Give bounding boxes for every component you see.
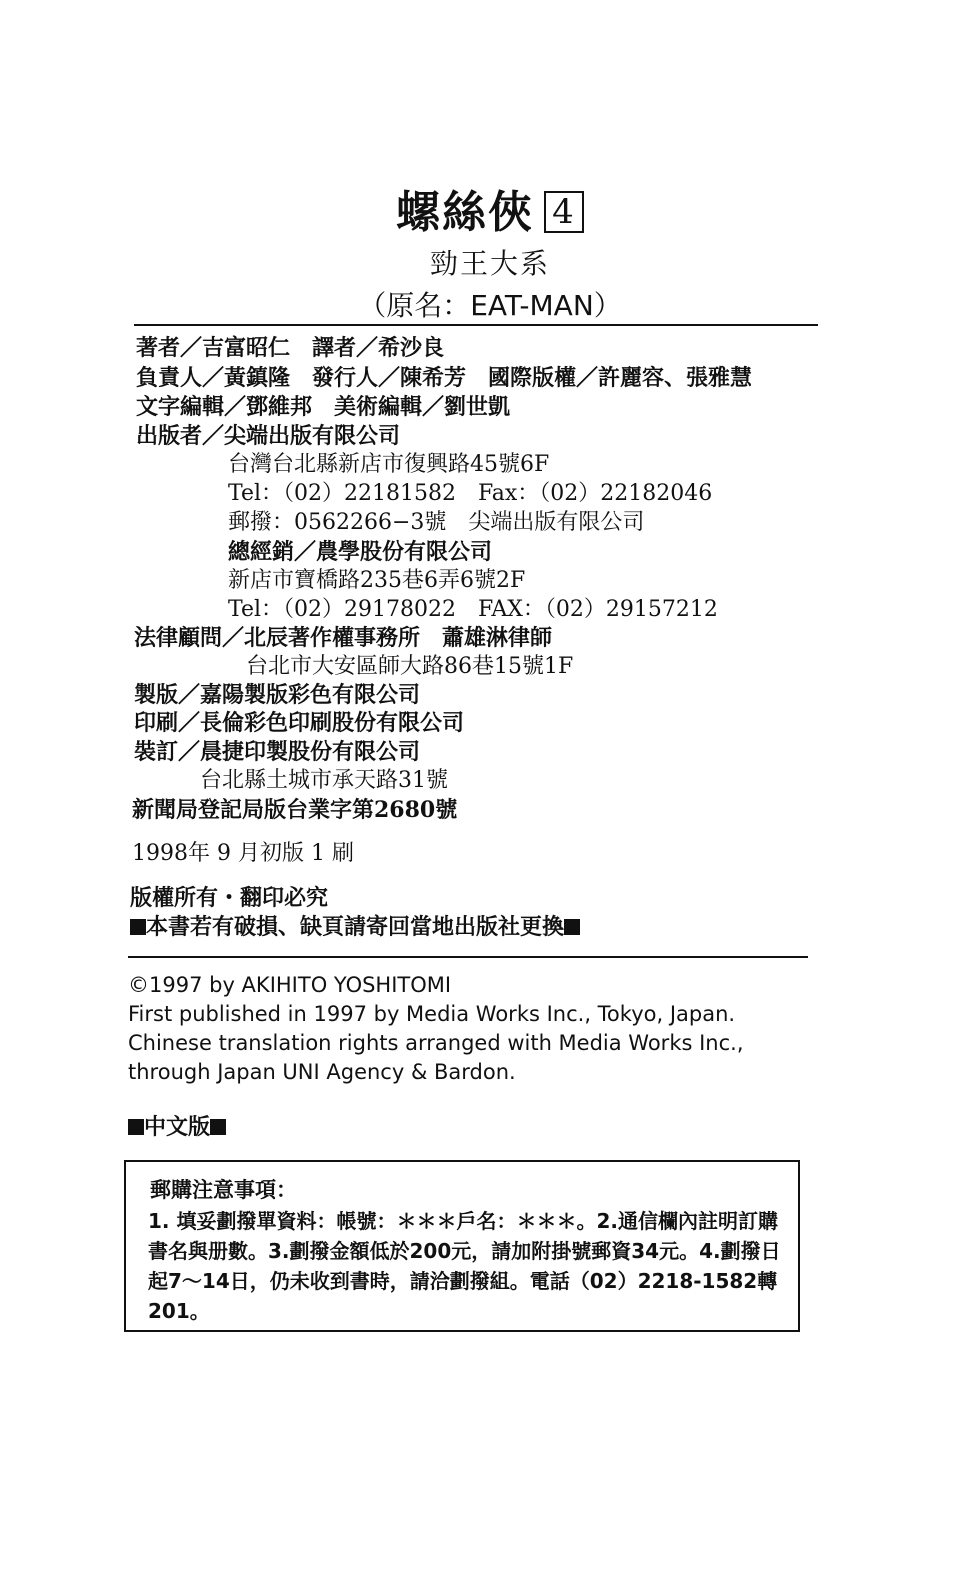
credit-line: 負責人／黃鎮隆 發行人／陳希芳 國際版權／許麗容、張雅慧 <box>136 365 753 391</box>
credit-line: Tel：（02）22181582 Fax：（02）22182046 <box>228 481 713 506</box>
middle-divider <box>128 956 808 958</box>
edition-label <box>128 1113 226 1141</box>
copyright-line: through Japan UNI Agency & Bardon. <box>128 1060 516 1084</box>
credit-line: 裝訂／晨捷印製股份有限公司 <box>134 739 421 765</box>
credit-line: 法律顧問／北辰著作權事務所 蕭雄淋律師 <box>134 625 553 651</box>
book-title <box>0 176 980 240</box>
credit-line: 著者／吉富昭仁 譯者／希沙良 <box>136 335 445 361</box>
rights-line: 版權所有・翻印必究 <box>130 885 329 911</box>
damage-notice <box>130 913 580 941</box>
square-bullet-icon <box>130 919 146 935</box>
credit-line: 總經銷／農學股份有限公司 <box>228 539 493 565</box>
square-bullet-icon <box>128 1119 144 1135</box>
series-name: 勁王大系 <box>429 247 550 280</box>
edition-label-text: 中文版 <box>144 1114 211 1140</box>
credit-line: 出版者／尖端出版有限公司 <box>136 423 401 449</box>
credit-line: 印刷／長倫彩色印刷股份有限公司 <box>134 710 465 736</box>
square-bullet-icon <box>564 919 580 935</box>
credit-line: 台灣台北縣新店市復興路45號6F <box>228 452 550 477</box>
credit-line: Tel：（02）29178022 FAX：（02）29157212 <box>228 597 718 622</box>
credit-line: 台北縣土城市承天路31號 <box>200 768 448 793</box>
credit-line: 製版／嘉陽製版彩色有限公司 <box>134 682 421 708</box>
top-divider <box>134 324 818 326</box>
original-title: （原名：EAT-MAN） <box>358 289 622 322</box>
mail-order-notice <box>124 1160 800 1332</box>
mail-order-title: 郵購注意事項： <box>150 1178 297 1202</box>
volume-number: 4 <box>544 191 584 233</box>
title-main: 螺絲俠 <box>396 187 535 238</box>
credit-line: 新店市寶橋路235巷6弄6號2F <box>228 568 526 593</box>
credit-line: 台北市大安區師大路86巷15號1F <box>246 654 574 679</box>
copyright-line: Chinese translation rights arranged with Media Works Inc., <box>128 1031 744 1055</box>
square-bullet-icon <box>210 1119 226 1135</box>
edition-line: 1998年 9 月初版 1 刷 <box>132 841 354 866</box>
copyright-line: First published in 1997 by Media Works Inc., Tokyo, Japan. <box>128 1002 736 1026</box>
credit-line: 郵撥：0562266−3號 尖端出版有限公司 <box>228 510 645 535</box>
copyright-line: ©1997 by AKIHITO YOSHITOMI <box>128 973 452 997</box>
credit-line: 文字編輯／鄧維邦 美術編輯／劉世凱 <box>136 394 511 420</box>
mail-order-body: 1. 填妥劃撥單資料：帳號：＊＊＊戶名：＊＊＊。2.通信欄內註明訂購書名與册數。3.劃撥金額低於200元，請加附掛號郵資34元。4.劃撥日起7～14日，仍未收到書時，請洽劃撥組。電話（02）2218-1582轉201。 <box>148 1209 781 1323</box>
credit-line: 新聞局登記局版台業字第2680號 <box>132 797 458 823</box>
damage-notice-text: 本書若有破損、缺頁請寄回當地出版社更換 <box>146 914 565 940</box>
